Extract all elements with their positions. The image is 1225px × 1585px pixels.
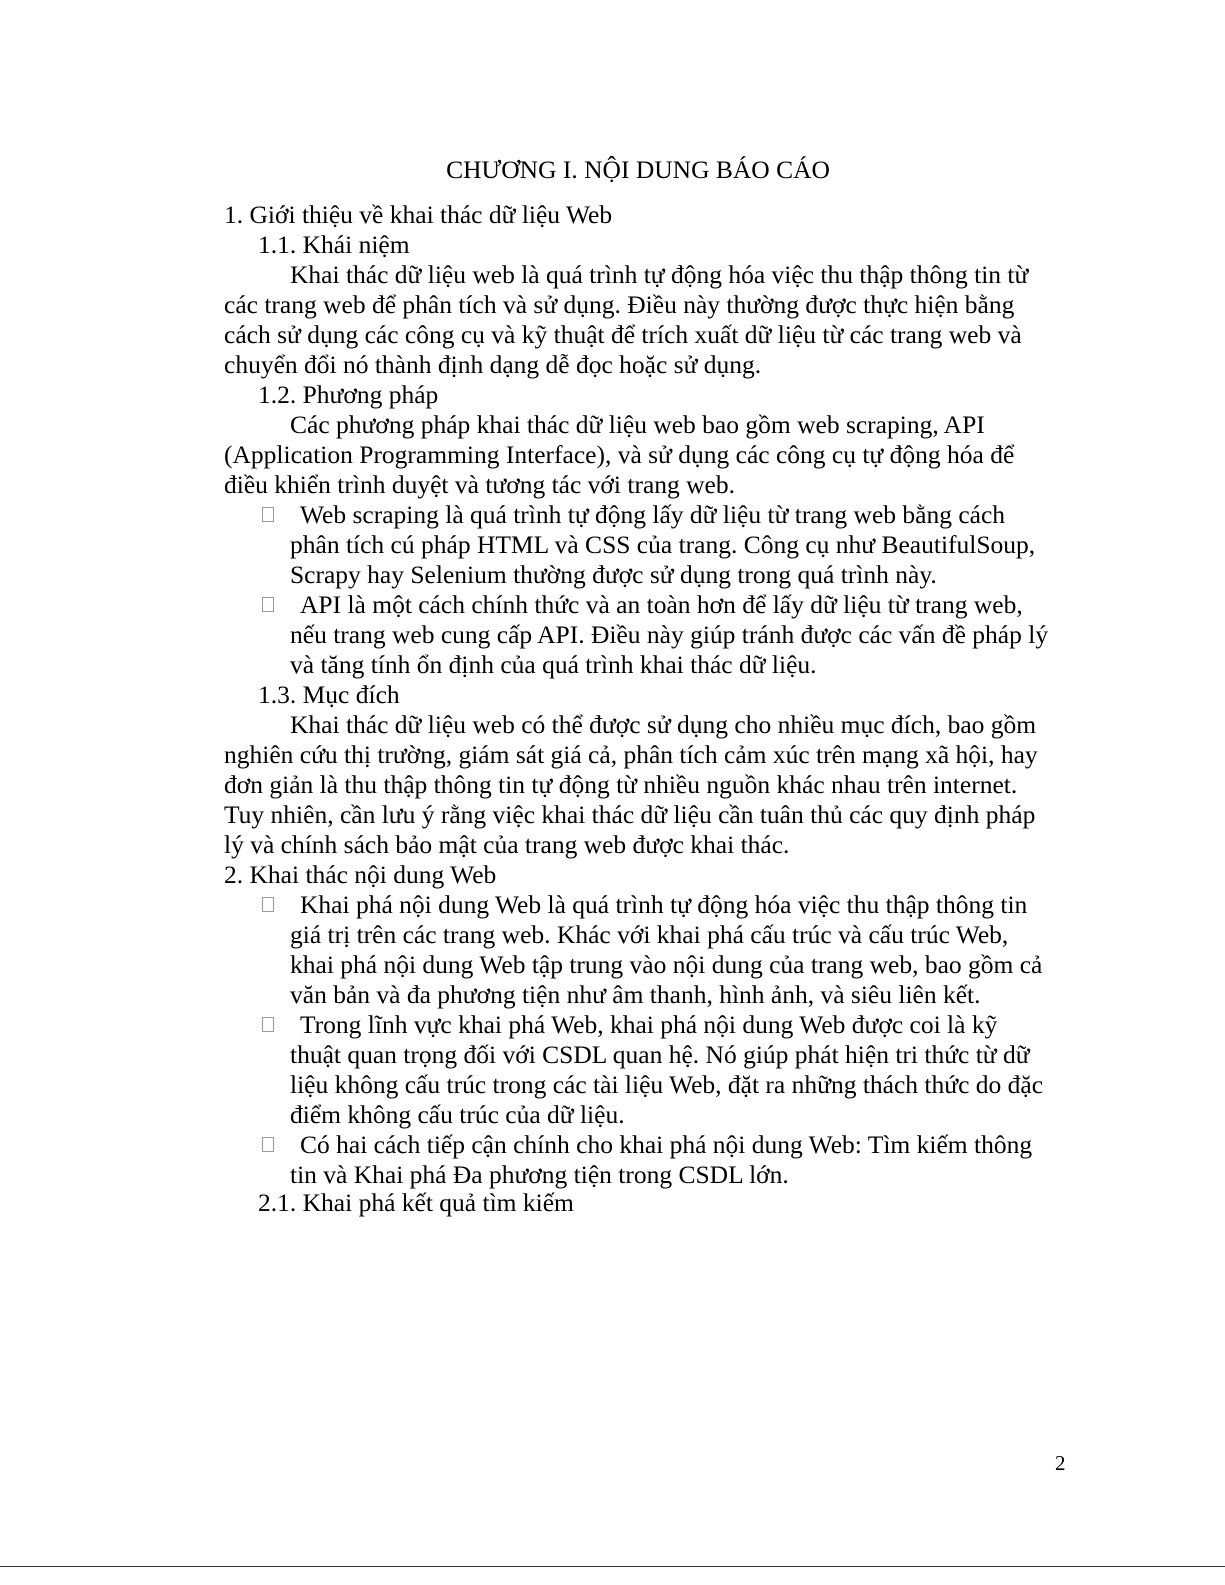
heading-2: 2. Khai thác nội dung Web bbox=[224, 860, 497, 889]
bullet-line: Web scraping là quá trình tự động lấy dữ liệu từ trang web bằng cách bbox=[300, 500, 1006, 529]
subheading-2-1: 2.1. Khai phá kết quả tìm kiếm bbox=[258, 1188, 574, 1217]
paragraph-line: (Application Programming Interface), và sử dụng các công cụ tự động hóa để bbox=[224, 440, 1015, 469]
paragraph-line: các trang web để phân tích và sử dụng. Điều này thường được thực hiện bằng bbox=[224, 290, 1015, 319]
paragraph-line: cách sử dụng các công cụ và kỹ thuật để trích xuất dữ liệu từ các trang web và bbox=[224, 320, 1022, 349]
bullet-line: giá trị trên các trang web. Khác với khai phá cấu trúc và cấu trúc Web, bbox=[290, 920, 1009, 949]
bullet-line: Trong lĩnh vực khai phá Web, khai phá nội dung Web được coi là kỹ bbox=[300, 1010, 998, 1039]
chapter-title: CHƯƠNG I. NỘI DUNG BÁO CÁO bbox=[446, 155, 830, 184]
paragraph-line: điều khiển trình duyệt và tương tác với trang web. bbox=[224, 470, 735, 499]
subheading-1-1: 1.1. Khái niệm bbox=[258, 230, 410, 259]
page-number: 2 bbox=[1055, 1451, 1066, 1475]
page-bottom-divider bbox=[0, 1566, 1225, 1567]
paragraph-line: lý và chính sách bảo mật của trang web được khai thác. bbox=[224, 830, 790, 859]
paragraph-line: Tuy nhiên, cần lưu ý rằng việc khai thác dữ liệu cần tuân thủ các quy định pháp bbox=[224, 800, 1036, 829]
bullet-line: Có hai cách tiếp cận chính cho khai phá nội dung Web: Tìm kiếm thông bbox=[300, 1130, 1033, 1159]
subheading-1-2: 1.2. Phương pháp bbox=[258, 380, 439, 409]
bullet-line: khai phá nội dung Web tập trung vào nội dung của trang web, bao gồm cả bbox=[290, 950, 1043, 979]
bullet-icon bbox=[262, 1017, 274, 1032]
bullet-line: điểm không cấu trúc của dữ liệu. bbox=[290, 1100, 625, 1129]
paragraph-line: nghiên cứu thị trường, giám sát giá cả, phân tích cảm xúc trên mạng xã hội, hay bbox=[224, 740, 1038, 769]
bullet-line: Scrapy hay Selenium thường được sử dụng trong quá trình này. bbox=[290, 560, 937, 589]
bullet-line: tin và Khai phá Đa phương tiện trong CSDL lớn. bbox=[290, 1160, 789, 1189]
bullet-icon bbox=[262, 507, 274, 522]
bullet-icon bbox=[262, 597, 274, 612]
paragraph-line: Các phương pháp khai thác dữ liệu web bao gồm web scraping, API bbox=[290, 410, 985, 439]
bullet-line: Khai phá nội dung Web là quá trình tự động hóa việc thu thập thông tin bbox=[300, 890, 1028, 919]
bullet-line: nếu trang web cung cấp API. Điều này giúp tránh được các vấn đề pháp lý bbox=[290, 620, 1049, 649]
bullet-icon bbox=[262, 897, 274, 912]
bullet-line: API là một cách chính thức và an toàn hơn để lấy dữ liệu từ trang web, bbox=[300, 590, 1023, 619]
paragraph-line: Khai thác dữ liệu web có thể được sử dụng cho nhiều mục đích, bao gồm bbox=[290, 710, 1037, 739]
bullet-line: thuật quan trọng đối với CSDL quan hệ. Nó giúp phát hiện tri thức từ dữ bbox=[290, 1040, 1030, 1069]
bullet-line: và tăng tính ổn định của quá trình khai thác dữ liệu. bbox=[290, 650, 817, 679]
bullet-line: phân tích cú pháp HTML và CSS của trang. Công cụ như BeautifulSoup, bbox=[290, 530, 1036, 559]
subheading-1-3: 1.3. Mục đích bbox=[258, 680, 400, 709]
paragraph-line: đơn giản là thu thập thông tin tự động từ nhiều nguồn khác nhau trên internet. bbox=[224, 770, 1018, 799]
heading-1: 1. Giới thiệu về khai thác dữ liệu Web bbox=[224, 200, 613, 229]
bullet-icon bbox=[262, 1137, 274, 1152]
bullet-line: liệu không cấu trúc trong các tài liệu Web, đặt ra những thách thức do đặc bbox=[290, 1070, 1044, 1099]
paragraph-line: Khai thác dữ liệu web là quá trình tự động hóa việc thu thập thông tin từ bbox=[290, 260, 1029, 289]
paragraph-line: chuyển đổi nó thành định dạng dễ đọc hoặc sử dụng. bbox=[224, 350, 762, 379]
bullet-line: văn bản và đa phương tiện như âm thanh, hình ảnh, và siêu liên kết. bbox=[290, 980, 981, 1009]
